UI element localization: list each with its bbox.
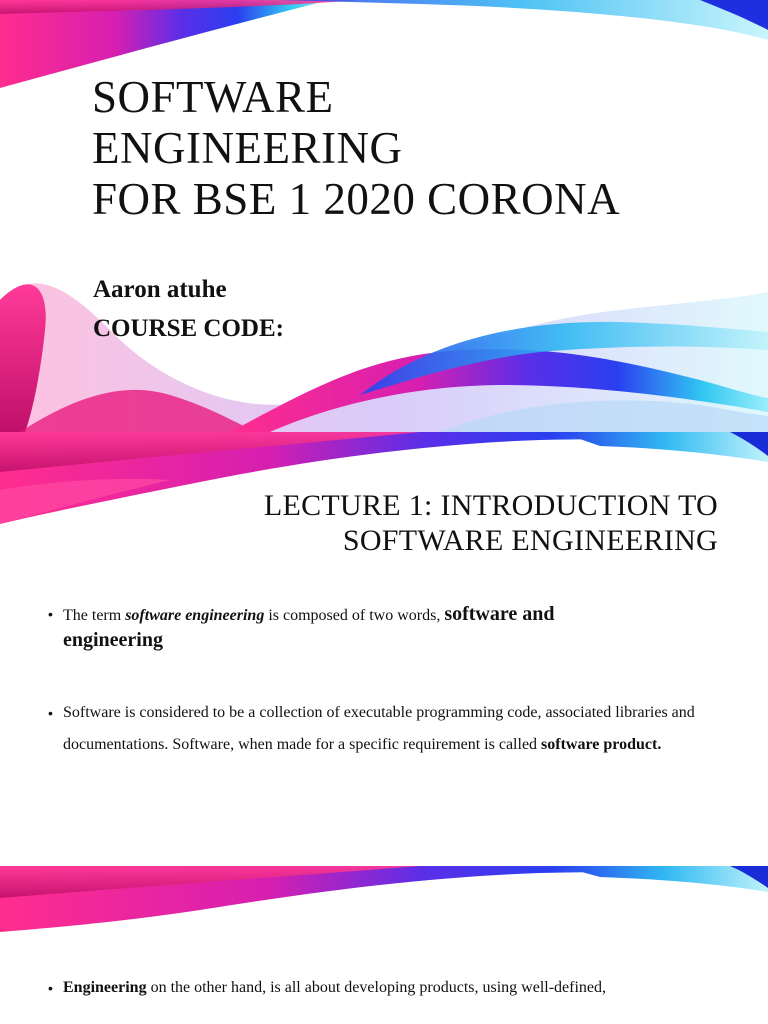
- ribbon-decoration-header: [0, 866, 768, 936]
- slide-title: [92, 72, 620, 225]
- bullet-item: [48, 697, 720, 761]
- bullet-dot: •: [48, 705, 53, 721]
- title-line: ENGINEERING: [92, 123, 403, 173]
- bold-term: software product.: [541, 736, 662, 753]
- bullet-text: [63, 697, 720, 761]
- title-slide: [0, 0, 768, 432]
- bullet-dot: •: [48, 980, 53, 996]
- bullet-text: [63, 602, 720, 654]
- title-line: SOFTWARE: [92, 72, 334, 122]
- title-line: LECTURE 1: INTRODUCTION TO: [263, 489, 718, 522]
- bold-term: engineering: [63, 629, 163, 651]
- course-code-label: COURSE CODE:: [93, 315, 284, 342]
- bullet-text: [63, 974, 720, 1002]
- content-slide: [0, 866, 768, 1024]
- bullet-body: on the other hand, is all about developing products, using well-defined,: [146, 979, 607, 996]
- bullet-dot: •: [48, 606, 53, 622]
- lecture-slide: [0, 432, 768, 866]
- bullet-body: Software is considered to be a collection of executable programming code, associated libraries and documentations. Software, when made for a specific requirement is called: [63, 704, 695, 753]
- slide-title: [264, 488, 718, 558]
- bullet-item: [48, 602, 720, 654]
- bullet-item: [48, 974, 720, 1002]
- title-line: SOFTWARE ENGINEERING: [342, 524, 718, 557]
- bullet-text-middle: is composed of two words,: [264, 607, 445, 624]
- title-line: FOR BSE 1 2020 CORONA: [92, 174, 621, 224]
- slide-subtitle: [93, 270, 284, 348]
- bold-term: software and: [444, 603, 555, 625]
- bullet-text-prefix: The term: [63, 607, 126, 624]
- author-name: Aaron atuhe: [93, 276, 227, 303]
- bold-term: Engineering: [63, 979, 147, 996]
- italic-term: software engineering: [125, 607, 265, 624]
